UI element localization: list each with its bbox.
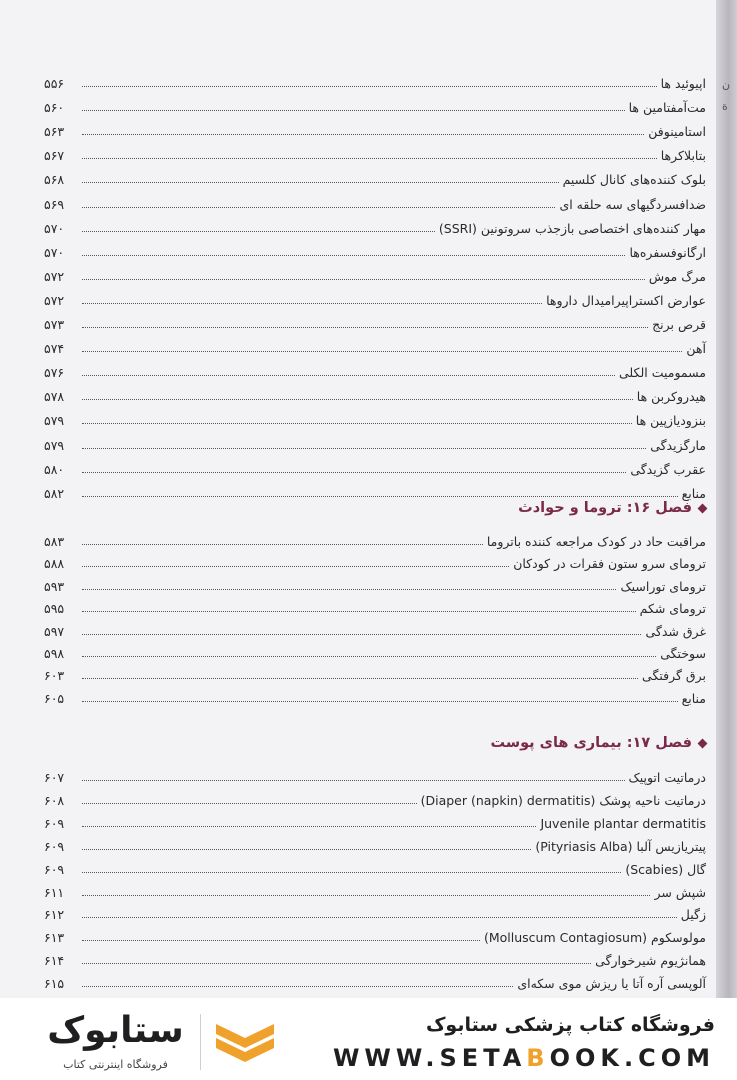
toc-entry[interactable] (44, 333, 706, 357)
toc-entry[interactable] (44, 762, 706, 786)
store-url[interactable] (333, 1044, 715, 1072)
toc-entry-title: مرگ موش (648, 268, 706, 284)
toc-entry-title: بنزودیازپین ها (635, 413, 706, 429)
toc-page-number: ۵۷۳ (44, 317, 65, 332)
toc-entry[interactable] (44, 922, 706, 946)
toc-leader-dots (82, 423, 632, 424)
toc-page-number: ۵۸۰ (44, 461, 65, 477)
toc-leader-dots (82, 375, 615, 376)
toc-leader-dots (82, 701, 678, 702)
store-logo-subtitle: فروشگاه اینترنتی کتاب (63, 1058, 168, 1071)
toc-leader-dots (82, 895, 650, 896)
toc-leader-dots (82, 678, 638, 679)
toc-entry-title: ضدافسردگیهای سه حلقه ای (559, 196, 706, 212)
diamond-bullet-icon (698, 738, 708, 748)
toc-entry-title: مولوسکوم (Molluscum Contagiosum) (483, 930, 706, 946)
toc-entry-title: منابع (681, 690, 706, 706)
toc-page-number: ۵۷۹ (44, 437, 65, 453)
toc-entry[interactable] (44, 616, 706, 640)
toc-entry-title: همانژیوم شیرخوارگی (595, 953, 706, 969)
toc-entry[interactable] (44, 638, 706, 662)
toc-leader-dots (82, 544, 483, 545)
toc-entry-title: مهار کننده‌های اختصاصی بازجذب سروتونین (SSRI) (438, 220, 706, 236)
store-name: فروشگاه کتاب پزشکی ستابوک (425, 1014, 715, 1036)
toc-entry[interactable] (44, 285, 706, 309)
toc-page-number: ۶۱۱ (44, 884, 65, 900)
toc-leader-dots (82, 780, 625, 781)
toc-entry[interactable] (44, 968, 706, 992)
toc-entry-title: درماتیت اتوپیک (628, 770, 706, 785)
toc-entry-title: ارگانوفسفره‌ها (629, 244, 706, 260)
toc-entry[interactable] (44, 261, 706, 285)
spine-mark: ة (722, 100, 728, 113)
toc-entry-title: شپش سر (654, 884, 706, 900)
toc-leader-dots (82, 255, 625, 256)
toc-page-number: ۶۰۸ (44, 792, 65, 808)
toc-leader-dots (82, 963, 591, 964)
toc-entry-title: اپیوئید ها (660, 76, 706, 91)
toc-entry-title: زگیل (680, 907, 706, 923)
toc-leader-dots (82, 986, 513, 987)
spine-mark: ن (722, 78, 731, 91)
toc-entry-title: مسمومیت الکلی (619, 365, 706, 381)
toc-entry[interactable] (44, 945, 706, 969)
toc-leader-dots (82, 303, 542, 304)
toc-page-number: ۵۸۳ (44, 534, 65, 549)
toc-entry[interactable] (44, 381, 706, 405)
chapter-title: فصل ۱۶: تروما و حوادث (518, 500, 692, 516)
toc-entry[interactable] (44, 68, 706, 92)
book-spine (716, 0, 737, 998)
toc-page-number: ۶۰۹ (44, 815, 65, 831)
toc-entry[interactable] (44, 899, 706, 923)
toc-entry[interactable] (44, 189, 706, 213)
toc-entry-title: استامینوفن (648, 124, 706, 140)
toc-page-number: ۶۰۳ (44, 668, 65, 684)
toc-entry[interactable] (44, 92, 706, 116)
toc-page-number: ۵۸۲ (44, 485, 65, 501)
toc-page-number: ۵۹۳ (44, 578, 65, 594)
toc-entry[interactable] (44, 660, 706, 684)
toc-page-number: ۵۷۰ (44, 244, 65, 260)
toc-entry[interactable] (44, 854, 706, 878)
toc-entry[interactable] (44, 454, 706, 478)
toc-entry-title: عوارض اکستراپیرامیدال داروها (546, 292, 706, 308)
toc-entry[interactable] (44, 808, 706, 832)
toc-leader-dots (82, 872, 621, 873)
toc-leader-dots (82, 803, 417, 804)
toc-page-number: ۵۹۵ (44, 601, 65, 617)
toc-entry-title: غرق شدگی (645, 623, 706, 639)
toc-entry-title: قرص برنج (652, 317, 706, 332)
toc-entry-title: عقرب گزیدگی (630, 461, 706, 477)
toc-entry-title: برق گرفتگی (642, 668, 706, 684)
toc-entry-title: پیتریازیس آلبا (Pityriasis Alba) (535, 838, 706, 854)
toc-page-number: ۵۸۸ (44, 556, 65, 572)
toc-page-number: ۵۷۸ (44, 389, 65, 405)
toc-leader-dots (82, 611, 636, 612)
toc-entry-title: ترومای سرو ستون فقرات در کودکان (513, 556, 706, 572)
toc-entry-title: هیدروکربن ها (636, 389, 706, 405)
toc-page-number: ۵۹۷ (44, 623, 65, 639)
toc-entry[interactable] (44, 571, 706, 595)
toc-leader-dots (82, 917, 677, 918)
toc-entry-title: مراقبت حاد در کودک مراجعه کننده باتروما (486, 534, 706, 549)
toc-entry-title: Juvenile plantar dermatitis (540, 815, 706, 831)
toc-leader-dots (82, 279, 645, 280)
toc-leader-dots (82, 207, 555, 208)
chapter-heading[interactable] (490, 735, 706, 751)
store-logo-text: ستابوک (47, 1010, 184, 1051)
toc-page-number: ۶۰۵ (44, 690, 65, 706)
toc-entry-title: مارگزیدگی (650, 437, 706, 453)
logo-divider (200, 1014, 201, 1070)
toc-leader-dots (82, 448, 646, 449)
toc-page-number: ۶۰۹ (44, 838, 65, 854)
toc-entry[interactable] (44, 593, 706, 617)
toc-leader-dots (82, 231, 435, 232)
toc-entry-title: آهن (686, 341, 706, 357)
toc-page-number: ۵۷۹ (44, 413, 65, 429)
chevron-logo-icon (214, 1020, 276, 1064)
toc-entry-title: ترومای توراسیک (620, 578, 706, 594)
toc-page-number: ۶۱۵ (44, 976, 65, 992)
toc-entry-title: بلوک کننده‌های کانال کلسیم (562, 172, 706, 188)
toc-entry[interactable] (44, 237, 706, 261)
toc-leader-dots (82, 496, 678, 497)
url-prefix: WWW.SETA (332, 1044, 527, 1072)
toc-leader-dots (82, 86, 657, 87)
toc-page-number: ۵۶۳ (44, 124, 65, 140)
toc-entry-title: ترومای شکم (639, 601, 706, 617)
url-accent: B (526, 1044, 550, 1072)
toc-leader-dots (82, 849, 531, 850)
toc-entry[interactable] (44, 116, 706, 140)
toc-entry[interactable] (44, 548, 706, 572)
chapter-title: فصل ۱۷: بیماری های پوست (490, 735, 692, 751)
toc-leader-dots (82, 327, 648, 328)
toc-page-number: ۵۶۹ (44, 196, 65, 212)
toc-page-number: ۵۷۰ (44, 220, 65, 236)
toc-entry-title: گال (Scabies) (625, 861, 706, 877)
toc-page-number: ۵۷۲ (44, 268, 65, 284)
toc-page-number: ۵۷۲ (44, 292, 65, 308)
toc-entry-title: آلوپسی آره آتا یا ریزش موی سکه‌ای (517, 976, 706, 992)
diamond-bullet-icon (698, 503, 708, 513)
toc-leader-dots (82, 351, 682, 352)
toc-leader-dots (82, 182, 559, 183)
toc-entry[interactable] (44, 683, 706, 707)
toc-entry[interactable] (44, 478, 706, 502)
toc-page-number: ۵۶۸ (44, 172, 65, 188)
toc-entry[interactable] (44, 164, 706, 188)
toc-page-number: ۶۱۲ (44, 907, 65, 923)
toc-entry[interactable] (44, 405, 706, 429)
toc-page-number: ۵۵۶ (44, 76, 65, 91)
toc-page-number: ۵۷۶ (44, 365, 65, 381)
toc-entry[interactable] (44, 831, 706, 855)
toc-page-number: ۵۷۴ (44, 341, 65, 357)
toc-entry-title: درماتیت ناحیه پوشک (Diaper (napkin) dermatitis) (420, 792, 706, 808)
toc-entry-title: مت‌آمفتامین ها (628, 100, 706, 116)
toc-entry-title: بتابلاکرها (660, 148, 706, 164)
toc-entry[interactable] (44, 526, 706, 550)
toc-page-number: ۵۶۰ (44, 100, 65, 116)
toc-leader-dots (82, 634, 641, 635)
toc-entry[interactable] (44, 309, 706, 333)
toc-entry[interactable] (44, 357, 706, 381)
toc-leader-dots (82, 940, 480, 941)
toc-leader-dots (82, 589, 616, 590)
url-suffix: OOK.COM (549, 1044, 715, 1072)
toc-leader-dots (82, 158, 657, 159)
toc-leader-dots (82, 110, 625, 111)
toc-leader-dots (82, 472, 626, 473)
toc-entry[interactable] (44, 877, 706, 901)
toc-page-number: ۶۰۹ (44, 861, 65, 877)
toc-entry[interactable] (44, 213, 706, 237)
toc-entry-title: منابع (681, 485, 706, 501)
toc-page-number: ۵۶۷ (44, 148, 65, 164)
toc-leader-dots (82, 656, 656, 657)
toc-entry-title: سوختگی (660, 646, 706, 661)
toc-leader-dots (82, 134, 644, 135)
toc-leader-dots (82, 826, 536, 827)
toc-entry[interactable] (44, 785, 706, 809)
toc-leader-dots (82, 566, 509, 567)
toc-entry[interactable] (44, 140, 706, 164)
toc-entry[interactable] (44, 430, 706, 454)
toc-page-number: ۵۹۸ (44, 646, 65, 661)
toc-page-number: ۶۱۳ (44, 930, 65, 946)
toc-page-number: ۶۱۴ (44, 953, 65, 969)
toc-page-number: ۶۰۷ (44, 770, 65, 785)
toc-leader-dots (82, 399, 633, 400)
chapter-heading[interactable] (518, 500, 706, 516)
